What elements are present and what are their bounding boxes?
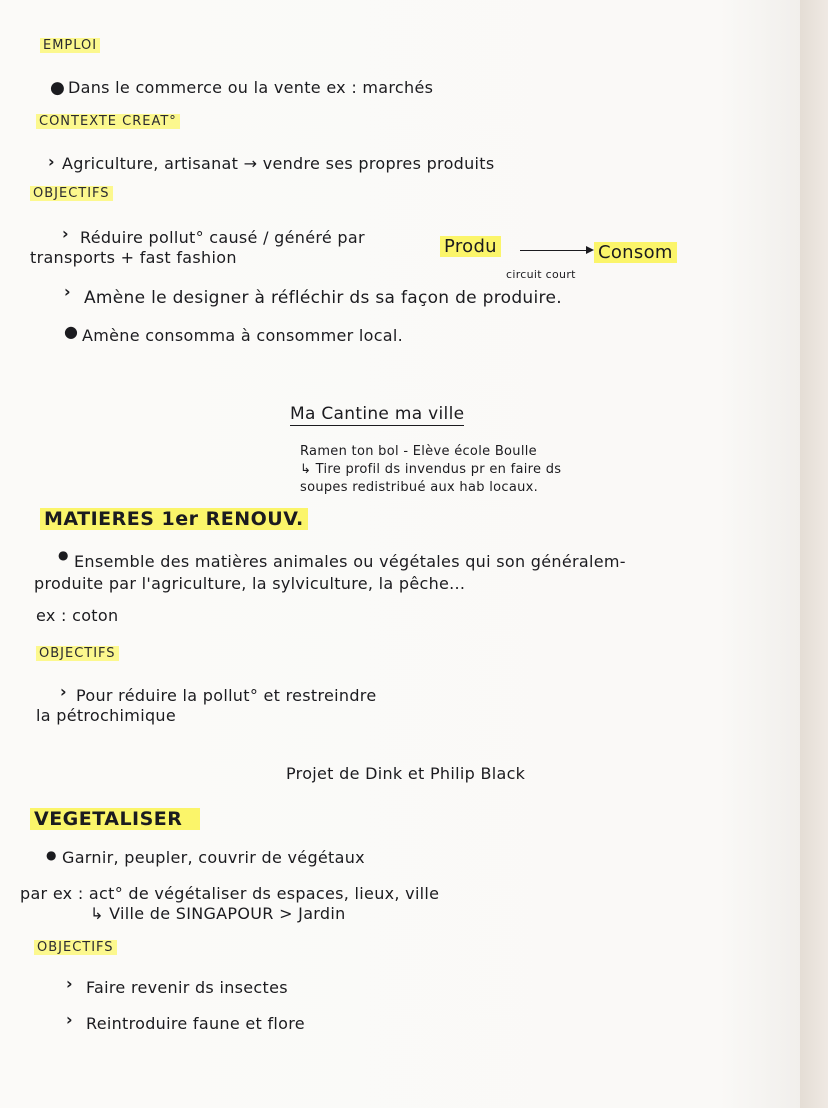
flow-consom: Consom: [594, 242, 677, 263]
chevron-right-icon: ›: [48, 152, 55, 171]
vegetaliser-objectifs-label: OBJECTIFS: [34, 940, 117, 955]
objectif-item-1-line1: Réduire pollut° causé / généré par: [80, 228, 365, 247]
example-line-3: soupes redistribué aux hab locaux.: [300, 480, 539, 495]
bullet-icon: ●: [58, 548, 69, 562]
vegetaliser-example-line2: ↳ Ville de SINGAPOUR > Jardin: [90, 904, 346, 923]
vegetaliser-objectif-1: Faire revenir ds insectes: [86, 978, 288, 997]
chevron-right-icon: ›: [66, 974, 73, 993]
example-line-1: Ramen ton bol - Elève école Boulle: [300, 444, 537, 459]
flow-produ: Produ: [440, 236, 501, 257]
chevron-right-icon: ›: [66, 1010, 73, 1029]
chevron-right-icon: ›: [64, 282, 71, 301]
emploi-label: EMPLOI: [40, 38, 100, 53]
bullet-icon: ●: [64, 322, 79, 341]
example-title: Ma Cantine ma ville: [290, 404, 465, 424]
vegetaliser-objectif-2: Reintroduire faune et flore: [86, 1014, 305, 1033]
objectif-item-1-line2: transports + fast fashion: [30, 248, 237, 267]
vegetaliser-heading: VEGETALISER: [30, 808, 200, 830]
emploi-bullet: Dans le commerce ou la vente ex : marchés: [68, 78, 434, 97]
matieres-objectifs-label: OBJECTIFS: [36, 646, 119, 661]
matieres-heading: MATIERES 1er RENOUV.: [40, 508, 308, 530]
arrow-right-icon: [520, 250, 592, 251]
vegetaliser-bullet: Garnir, peupler, couvrir de végétaux: [62, 848, 365, 867]
contexte-label: CONTEXTE CREAT°: [36, 114, 180, 129]
matieres-bullet-line1: Ensemble des matières animales ou végétales qui son généralem-: [74, 552, 626, 571]
matieres-example: ex : coton: [36, 606, 119, 625]
vegetaliser-example-line1: par ex : act° de végétaliser ds espaces, lieux, ville: [20, 884, 440, 903]
contexte-item: Agriculture, artisanat → vendre ses propres produits: [62, 154, 495, 173]
chevron-right-icon: ›: [60, 682, 67, 701]
objectif-item-2: Amène le designer à réfléchir ds sa façon de produire.: [84, 288, 562, 308]
matieres-objectif-line1: Pour réduire la pollut° et restreindre: [76, 686, 377, 705]
chevron-right-icon: ›: [62, 224, 69, 243]
project-reference: Projet de Dink et Philip Black: [286, 764, 526, 783]
bullet-icon: ●: [50, 78, 66, 98]
flow-circuit-caption: circuit court: [506, 268, 576, 281]
objectif-item-3: Amène consomma à consommer local.: [82, 326, 404, 345]
example-line-2: ↳ Tire profil ds invendus pr en faire ds: [300, 462, 562, 477]
matieres-bullet-line2: produite par l'agriculture, la sylviculture, la pêche...: [34, 574, 466, 593]
objectifs-label: OBJECTIFS: [30, 186, 113, 201]
matieres-objectif-line2: la pétrochimique: [36, 706, 176, 725]
bullet-icon: ●: [46, 848, 57, 862]
page-edge: [800, 0, 828, 1108]
